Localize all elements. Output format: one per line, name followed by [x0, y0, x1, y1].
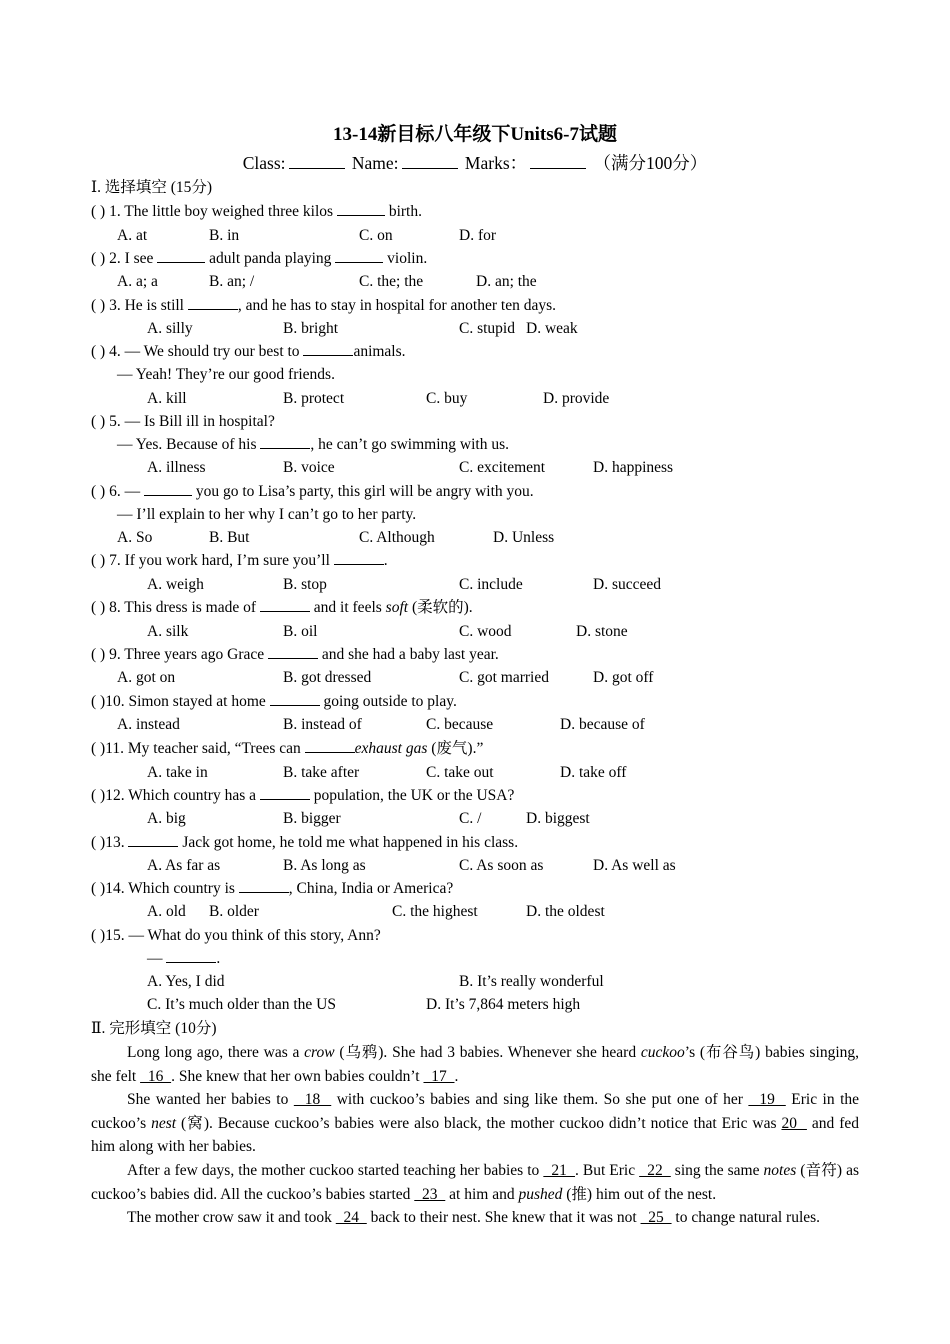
p2-italic-nest: nest	[151, 1114, 177, 1132]
q8-option-c[interactable]: C. wood	[459, 623, 512, 640]
q9-option-b[interactable]: B. got dressed	[283, 669, 372, 686]
q7-text: ( ) 7. If you work hard, I’m sure you’ll	[91, 552, 334, 569]
q9-blank[interactable]	[268, 645, 318, 659]
question-2	[91, 249, 427, 269]
q4-text-end: animals.	[353, 343, 406, 360]
q15-reply-end: .	[216, 950, 221, 967]
q12-text-end: population, the UK or the USA?	[309, 787, 515, 804]
q8-text-end: (柔软的).	[408, 599, 473, 616]
p1-text-2: (乌鸦). She had 3 babies. Whenever she heard	[334, 1044, 641, 1061]
marks-label: Marks：	[464, 153, 528, 173]
question-12	[91, 786, 514, 806]
p2-text-5: and fed him along with her babies.	[91, 1114, 859, 1156]
q14-text-end: , China, India or America?	[288, 880, 454, 897]
p1-text-1: Long long ago, there was a	[127, 1044, 305, 1061]
blank-20[interactable]: 20	[781, 1114, 807, 1132]
q5-reply-text: — Yes. Because of his	[117, 436, 261, 453]
q4-option-c[interactable]: C. buy	[426, 390, 468, 407]
q5-reply	[117, 435, 509, 455]
marks-blank[interactable]	[530, 154, 586, 169]
p3-italic-pushed: pushed	[518, 1185, 563, 1203]
q2-text-end: violin.	[383, 250, 428, 267]
q6-option-b[interactable]: B. But	[209, 529, 250, 546]
q8-option-b[interactable]: B. oil	[283, 623, 318, 640]
q4-option-a[interactable]: A. kill	[147, 390, 187, 407]
q2-blank-2[interactable]	[335, 249, 383, 263]
q9-text: ( ) 9. Three years ago Grace	[91, 646, 269, 663]
q13-blank[interactable]	[128, 833, 178, 847]
q6-option-c[interactable]: C. Although	[359, 529, 435, 546]
q5-option-c[interactable]: C. excitement	[459, 459, 546, 476]
q13-option-c[interactable]: C. As soon as	[459, 857, 544, 874]
p3-text-6: (推) him out of the nest.	[562, 1185, 717, 1203]
q13-text-end: Jack got home, he told me what happened in his class.	[178, 834, 519, 851]
q5-reply-end: , he can’t go swimming with us.	[310, 436, 509, 453]
q1-option-c[interactable]: C. on	[359, 227, 393, 244]
p1-text-5: .	[454, 1067, 459, 1085]
q11-option-d[interactable]: D. take off	[560, 764, 627, 781]
q12-blank[interactable]	[260, 786, 310, 800]
p1-text-3: ’s (布谷鸟) babies singing, she felt	[91, 1044, 859, 1085]
q2-text-mid: adult panda playing	[205, 250, 336, 267]
q7-option-b[interactable]: B. stop	[283, 576, 327, 593]
p4-text-3: to change natural rules.	[671, 1209, 821, 1226]
class-label: Class:	[242, 153, 286, 173]
q7-text-end: .	[383, 552, 388, 569]
q15-blank[interactable]	[166, 949, 216, 963]
q6-blank[interactable]	[144, 482, 192, 496]
q5-blank[interactable]	[260, 435, 310, 449]
name-blank[interactable]	[402, 154, 458, 169]
q14-text: ( )14. Which country is	[91, 880, 239, 897]
blank-21[interactable]: 21	[543, 1162, 575, 1179]
q11-option-a[interactable]: A. take in	[147, 764, 208, 781]
q5-option-d[interactable]: D. happiness	[593, 459, 674, 476]
q9-option-d[interactable]: D. got off	[593, 669, 654, 686]
page-title: 13-14新目标八年级下Units6-7试题	[333, 124, 617, 145]
question-8	[91, 598, 473, 618]
q13-option-d[interactable]: D. As well as	[593, 857, 676, 874]
q8-option-a[interactable]: A. silk	[147, 623, 189, 640]
p3-text-2: . But Eric	[574, 1162, 640, 1179]
q13-text: ( )13.	[91, 834, 129, 851]
blank-25[interactable]: 25	[640, 1209, 672, 1226]
q8-text-mid: and it feels	[309, 599, 386, 616]
q12-option-a[interactable]: A. big	[147, 810, 186, 827]
q10-text: ( )10. Simon stayed at home	[91, 693, 270, 710]
question-4	[91, 342, 406, 362]
q15-option-c[interactable]: C. It’s much older than the US	[147, 996, 336, 1013]
q5-option-b[interactable]: B. voice	[283, 459, 335, 476]
q11-option-b[interactable]: B. take after	[283, 764, 360, 781]
q11-option-c[interactable]: C. take out	[426, 764, 494, 781]
q13-option-b[interactable]: B. As long as	[283, 857, 366, 874]
section2-heading: Ⅱ. 完形填空 (10分)	[91, 1020, 217, 1037]
name-label: Name:	[351, 153, 399, 173]
q1-blank[interactable]	[337, 202, 385, 216]
q4-option-d[interactable]: D. provide	[543, 390, 610, 407]
q2-option-c[interactable]: C. the; the	[359, 273, 424, 290]
q1-option-d[interactable]: D. for	[459, 227, 497, 244]
q1-option-b[interactable]: B. in	[209, 227, 240, 244]
p1-italic-cuckoo: cuckoo	[640, 1044, 685, 1061]
q6-text: ( ) 6. —	[91, 483, 144, 500]
q15-option-a[interactable]: A. Yes, I did	[147, 973, 225, 990]
blank-23[interactable]: 23	[414, 1185, 446, 1203]
question-3	[91, 296, 556, 316]
q14-option-d[interactable]: D. the oldest	[526, 903, 605, 920]
q15-reply-text: —	[147, 950, 167, 967]
q8-option-d[interactable]: D. stone	[576, 623, 628, 640]
q3-blank[interactable]	[188, 296, 238, 310]
q2-option-a[interactable]: A. a; a	[117, 273, 158, 290]
p4-text-2: back to their nest. She knew that it was not	[366, 1209, 641, 1226]
q12-option-c[interactable]: C. /	[459, 810, 482, 827]
q12-text: ( )12. Which country has a	[91, 787, 260, 804]
question-5: ( ) 5. — Is Bill ill in hospital?	[91, 413, 275, 430]
q14-option-b[interactable]: B. older	[209, 903, 259, 920]
q7-blank[interactable]	[334, 551, 384, 565]
q2-text: ( ) 2. I see	[91, 250, 158, 267]
p3-text-1: After a few days, the mother cuckoo started teaching her babies to	[127, 1162, 544, 1179]
cloze-paragraph-3	[91, 1159, 859, 1206]
q4-option-b[interactable]: B. protect	[283, 390, 345, 407]
q15-reply	[147, 949, 220, 969]
q9-option-a[interactable]: A. got on	[117, 669, 176, 686]
q10-blank[interactable]	[270, 692, 320, 706]
question-6	[91, 482, 534, 502]
p2-text-2: with cuckoo’s babies and sing like them. So she put one of her	[331, 1091, 749, 1108]
q7-option-c[interactable]: C. include	[459, 576, 523, 593]
question-13	[91, 833, 518, 853]
blank-17[interactable]: 17	[423, 1067, 455, 1085]
q11-text-end: (废气).”	[427, 740, 484, 757]
blank-22[interactable]: 22	[639, 1162, 671, 1179]
q11-blank[interactable]	[305, 739, 355, 753]
class-blank[interactable]	[289, 154, 345, 169]
q4-text: ( ) 4. — We should try our best to	[91, 343, 304, 360]
question-10	[91, 692, 457, 712]
q9-option-c[interactable]: C. got married	[459, 669, 549, 686]
q10-text-end: going outside to play.	[319, 693, 457, 710]
p3-text-4: (音符) as cuckoo’s babies did. All the cuckoo’s babies started	[91, 1162, 860, 1203]
q12-option-d[interactable]: D. biggest	[526, 810, 590, 827]
cloze-paragraph-2	[91, 1088, 859, 1159]
q10-option-b[interactable]: B. instead of	[283, 716, 362, 733]
q3-text-end: , and he has to stay in hospital for another ten days.	[237, 297, 556, 314]
p3-text-5: at him and	[445, 1185, 519, 1203]
q6-text-end: you go to Lisa’s party, this girl will be angry with you.	[191, 483, 534, 500]
p2-text-4: (窝). Because cuckoo’s babies were also black, the mother cuckoo didn’t notice that Eric was	[176, 1114, 782, 1132]
q15-option-b[interactable]: B. It’s really wonderful	[459, 973, 604, 990]
q3-text: ( ) 3. He is still	[91, 297, 188, 314]
question-11	[91, 739, 483, 759]
q3-option-a[interactable]: A. silly	[147, 320, 193, 337]
question-1	[91, 202, 422, 222]
q14-option-a[interactable]: A. old	[147, 903, 186, 920]
p3-text-3: sing the same	[670, 1162, 764, 1179]
q1-text: ( ) 1. The little boy weighed three kilos	[91, 203, 337, 220]
q11-italic-term: exhaust gas	[354, 740, 428, 757]
q4-blank[interactable]	[303, 342, 353, 356]
q4-reply: — Yeah! They’re our good friends.	[117, 366, 335, 383]
question-15: ( )15. — What do you think of this story, Ann?	[91, 927, 381, 944]
q3-option-c[interactable]: C. stupid	[459, 320, 515, 337]
full-marks-note: （满分100分）	[593, 153, 708, 173]
q10-option-c[interactable]: C. because	[426, 716, 494, 733]
q2-option-d[interactable]: D. an; the	[476, 273, 537, 290]
blank-24[interactable]: 24	[335, 1209, 367, 1226]
q10-option-d[interactable]: D. because of	[560, 716, 645, 733]
q8-italic-word: soft	[385, 599, 409, 616]
q7-option-d[interactable]: D. succeed	[593, 576, 661, 593]
question-14	[91, 879, 453, 899]
q8-blank[interactable]	[260, 598, 310, 612]
q13-option-a[interactable]: A. As far as	[147, 857, 221, 874]
p2-text-1: She wanted her babies to	[127, 1091, 294, 1108]
p3-italic-notes: notes	[763, 1162, 797, 1179]
q9-text-end: and she had a baby last year.	[318, 646, 499, 663]
blank-16[interactable]: 16	[140, 1067, 172, 1085]
p1-italic-crow: crow	[304, 1044, 335, 1061]
q3-option-d[interactable]: D. weak	[526, 320, 578, 337]
q1-option-a[interactable]: A. at	[117, 227, 148, 244]
q5-option-a[interactable]: A. illness	[147, 459, 206, 476]
q10-option-a[interactable]: A. instead	[117, 716, 180, 733]
q6-option-a[interactable]: A. So	[117, 529, 153, 546]
q3-option-b[interactable]: B. bright	[283, 320, 339, 337]
cloze-paragraph-1	[91, 1041, 859, 1088]
q6-reply: — I’ll explain to her why I can’t go to her party.	[117, 506, 417, 523]
q8-text: ( ) 8. This dress is made of	[91, 599, 260, 616]
p1-text-4: . She knew that her own babies couldn’t	[171, 1067, 424, 1085]
question-7	[91, 551, 388, 571]
section1-heading: Ⅰ. 选择填空 (15分)	[91, 179, 213, 196]
blank-18[interactable]: 18	[293, 1091, 332, 1108]
q6-option-d[interactable]: D. Unless	[493, 529, 555, 546]
q1-text-end: birth.	[384, 203, 422, 220]
q15-option-d[interactable]: D. It’s 7,864 meters high	[426, 996, 581, 1013]
p2-text-3: Eric in the cuckoo’s	[91, 1091, 860, 1132]
q7-option-a[interactable]: A. weigh	[147, 576, 204, 593]
cloze-paragraph-4	[91, 1206, 859, 1230]
blank-19[interactable]: 19	[748, 1091, 786, 1108]
q14-option-c[interactable]: C. the highest	[392, 903, 478, 920]
p4-text-1: The mother crow saw it and took	[127, 1209, 336, 1226]
q14-blank[interactable]	[239, 879, 289, 893]
student-info-row	[0, 150, 950, 175]
question-9	[91, 645, 499, 665]
q12-option-b[interactable]: B. bigger	[283, 810, 341, 827]
q2-blank-1[interactable]	[157, 249, 205, 263]
q2-option-b[interactable]: B. an; /	[209, 273, 255, 290]
q11-text: ( )11. My teacher said, “Trees can	[91, 740, 305, 757]
